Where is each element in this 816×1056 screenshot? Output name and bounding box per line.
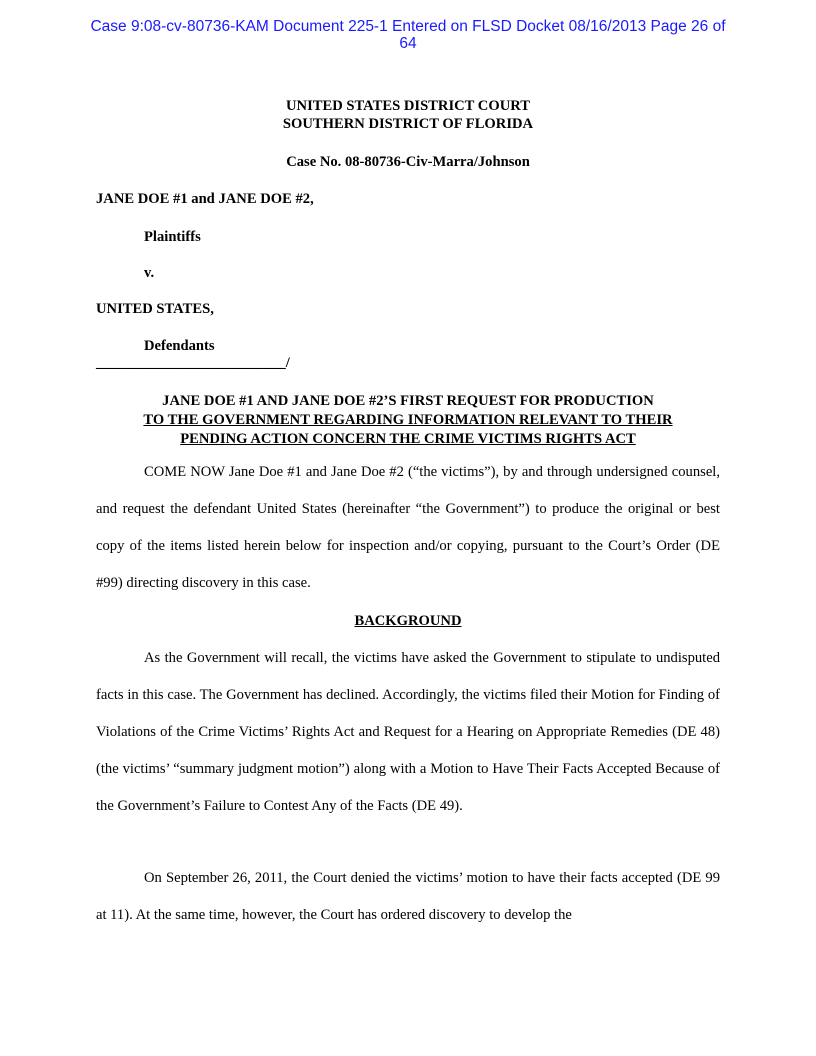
- docket-stamp-line2: 64: [399, 35, 417, 52]
- court-name-line1: UNITED STATES DISTRICT COURT: [285, 98, 530, 114]
- request-title-line1: JANE DOE #1 AND JANE DOE #2’S FIRST REQUEST FOR PRODUCTION: [162, 393, 654, 409]
- case-number: Case No. 08-80736-Civ-Marra/Johnson: [286, 154, 530, 170]
- docket-stamp: [0, 18, 816, 52]
- court-name-line2: SOUTHERN DISTRICT OF FLORIDA: [282, 116, 534, 132]
- plaintiffs-label: Plaintiffs: [144, 229, 201, 245]
- background-paragraph-2: On September 26, 2011, the Court denied the victims’ motion to have their facts accepted (DE 99 at 11). At the same time, however, the Court has ordered discovery to develop the: [96, 870, 720, 923]
- background-heading: BACKGROUND: [354, 613, 462, 629]
- request-title: [96, 392, 720, 449]
- request-title-line2: TO THE GOVERNMENT REGARDING INFORMATION RELEVANT TO THEIR: [143, 412, 673, 428]
- docket-stamp-line1: Case 9:08-cv-80736-KAM Document 225-1 Entered on FLSD Docket 08/16/2013 Page 26 of: [90, 18, 726, 35]
- caption-signature-line: __________________________/: [96, 355, 290, 371]
- defendants-label: Defendants: [144, 338, 215, 354]
- versus-label: v.: [144, 265, 155, 281]
- intro-paragraph: COME NOW Jane Doe #1 and Jane Doe #2 (“the victims”), by and through undersigned counsel, and request the defendant United States (hereinafter “the Government”) to produce the original or best copy of the items listed herein below for inspection and/or copying, pursuant to the Court’s Order (DE #99) directing discovery in this case.: [96, 464, 720, 591]
- court-name: [96, 97, 720, 133]
- plaintiffs-names: JANE DOE #1 and JANE DOE #2,: [96, 191, 314, 207]
- request-title-line3: PENDING ACTION CONCERN THE CRIME VICTIMS RIGHTS ACT: [180, 431, 636, 447]
- defendant-name: UNITED STATES,: [96, 301, 214, 317]
- background-paragraph-1: As the Government will recall, the victims have asked the Government to stipulate to undisputed facts in this case. The Government has declined. Accordingly, the victims filed their Motion for Finding of Violations of the Crime Victims’ Rights Act and Request for a Hearing on Appropriate Remedies (DE 48) (the victims’ “summary judgment motion”) along with a Motion to Have Their Facts Accepted Because of the Government’s Failure to Contest Any of the Facts (DE 49).: [96, 650, 720, 814]
